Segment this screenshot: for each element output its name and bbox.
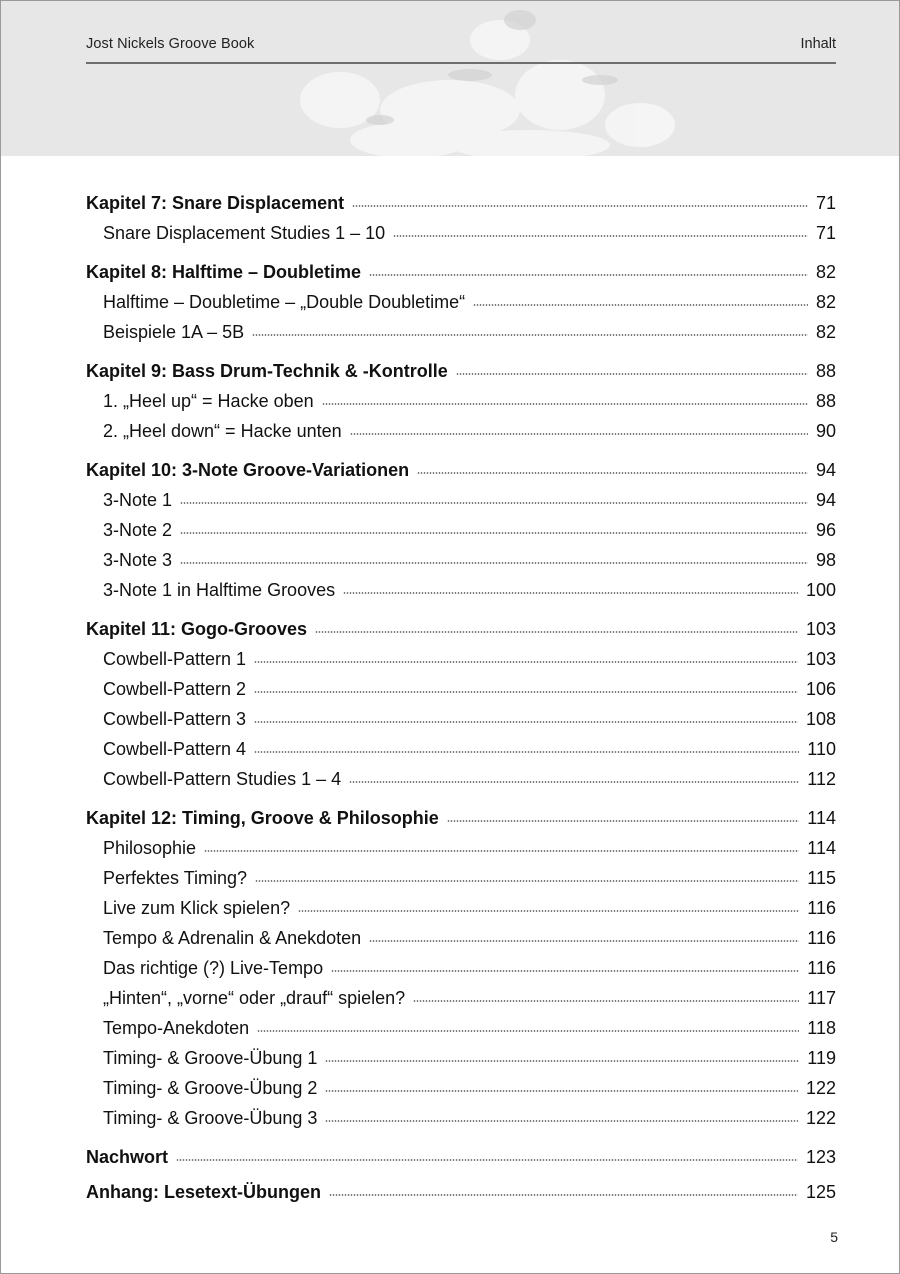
toc-chapter-entry[interactable] <box>86 188 836 218</box>
toc-entry-page: 114 <box>807 808 836 828</box>
dot-leader <box>176 1159 798 1161</box>
toc-sub-entry[interactable] <box>86 485 836 515</box>
toc-sub-entry[interactable] <box>86 1073 836 1103</box>
toc-entry-title: Kapitel 12: Timing, Groove & Philosophie <box>86 808 439 828</box>
toc-entry-page: 82 <box>815 292 836 312</box>
section-title: Inhalt <box>800 36 836 52</box>
toc-entry-title: Live zum Klick spielen? <box>103 898 291 918</box>
toc-entry-title: Perfektes Timing? <box>103 868 248 888</box>
toc-entry-page: 125 <box>805 1182 836 1202</box>
dot-leader <box>322 403 808 405</box>
toc-entry-page: 123 <box>805 1147 836 1167</box>
toc-entry-title: Beispiele 1A – 5B <box>103 322 245 342</box>
toc-entry-title: Cowbell-Pattern 3 <box>103 709 247 729</box>
toc-sub-entry[interactable] <box>86 833 836 863</box>
header-band <box>0 0 900 156</box>
dot-leader <box>257 1030 799 1032</box>
toc-sub-entry[interactable] <box>86 545 836 575</box>
page-number: 5 <box>830 1229 838 1245</box>
toc-chapter-entry[interactable] <box>86 455 836 485</box>
header-divider <box>86 62 836 64</box>
toc-entry-title: Kapitel 7: Snare Displacement <box>86 193 345 213</box>
toc-entry-title: Cowbell-Pattern 1 <box>103 649 247 669</box>
toc-entry-title: Cowbell-Pattern 2 <box>103 679 247 699</box>
toc-entry-title: Das richtige (?) Live-Tempo <box>103 958 324 978</box>
toc-entry-page: 103 <box>805 649 836 669</box>
toc-entry-title: „Hinten“, „vorne“ oder „drauf“ spielen? <box>103 988 406 1008</box>
toc-entry-title: Kapitel 10: 3-Note Groove-Variationen <box>86 460 410 480</box>
toc-entry-title: Nachwort <box>86 1147 169 1167</box>
toc-entry-page: 71 <box>815 223 836 243</box>
toc-entry-page: 108 <box>805 709 836 729</box>
toc-sub-entry[interactable] <box>86 704 836 734</box>
toc-entry-page: 116 <box>807 898 836 918</box>
toc-sub-entry[interactable] <box>86 386 836 416</box>
dot-leader <box>393 235 808 237</box>
toc-entry-page: 96 <box>815 520 836 540</box>
toc-entry-page: 122 <box>805 1108 836 1128</box>
toc-sub-entry[interactable] <box>86 953 836 983</box>
dot-leader <box>255 880 799 882</box>
toc-entry-title: Anhang: Lesetext-Übungen <box>86 1182 322 1202</box>
dot-leader <box>298 910 799 912</box>
toc-entry-title: Philosophie <box>103 838 197 858</box>
toc-sub-entry[interactable] <box>86 983 836 1013</box>
dot-leader <box>343 592 798 594</box>
dot-leader <box>413 1000 799 1002</box>
toc-sub-entry[interactable] <box>86 1103 836 1133</box>
toc-sub-entry[interactable] <box>86 1043 836 1073</box>
toc-sub-entry[interactable] <box>86 863 836 893</box>
toc-sub-entry[interactable] <box>86 644 836 674</box>
dot-leader <box>254 691 798 693</box>
dot-leader <box>369 274 808 276</box>
dot-leader <box>325 1090 798 1092</box>
dot-leader <box>252 334 808 336</box>
toc-sub-entry[interactable] <box>86 674 836 704</box>
toc-entry-page: 82 <box>815 262 836 282</box>
toc-entry-page: 88 <box>815 391 836 411</box>
book-title: Jost Nickels Groove Book <box>86 36 255 52</box>
toc-entry-page: 117 <box>807 988 836 1008</box>
toc-entry-title: 3-Note 1 in Halftime Grooves <box>103 580 336 600</box>
toc-entry-page: 110 <box>807 739 836 759</box>
toc-sub-entry[interactable] <box>86 923 836 953</box>
toc-chapter-entry[interactable] <box>86 803 836 833</box>
toc-sub-entry[interactable] <box>86 416 836 446</box>
dot-leader <box>369 940 799 942</box>
toc-entry-page: 94 <box>815 460 836 480</box>
toc-entry-page: 100 <box>805 580 836 600</box>
dot-leader <box>254 661 798 663</box>
toc-sub-entry[interactable] <box>86 287 836 317</box>
toc-entry-title: 2. „Heel down“ = Hacke unten <box>103 421 342 441</box>
toc-entry-title: 1. „Heel up“ = Hacke oben <box>103 391 314 411</box>
dot-leader <box>331 970 799 972</box>
dot-leader <box>180 502 808 504</box>
dot-leader <box>329 1194 798 1196</box>
toc-entry-page: 71 <box>815 193 836 213</box>
toc-chapter-entry[interactable] <box>86 614 836 644</box>
toc-entry-title: 3-Note 2 <box>103 520 173 540</box>
dot-leader <box>180 532 808 534</box>
toc-entry-page: 98 <box>815 550 836 570</box>
toc-sub-entry[interactable] <box>86 575 836 605</box>
dot-leader <box>325 1060 799 1062</box>
toc-entry-page: 88 <box>815 361 836 381</box>
toc-chapter-entry[interactable] <box>86 257 836 287</box>
toc-entry-page: 90 <box>815 421 836 441</box>
toc-sub-entry[interactable] <box>86 893 836 923</box>
toc-entry-title: Kapitel 8: Halftime – Doubletime <box>86 262 362 282</box>
toc-entry-title: 3-Note 1 <box>103 490 173 510</box>
toc-entry-page: 94 <box>815 490 836 510</box>
dot-leader <box>254 751 799 753</box>
dot-leader <box>456 373 808 375</box>
dot-leader <box>325 1120 798 1122</box>
toc-entry-title: Kapitel 11: Gogo-Grooves <box>86 619 308 639</box>
toc-entry-page: 82 <box>815 322 836 342</box>
toc-entry-page: 118 <box>807 1018 836 1038</box>
toc-entry-title: Timing- & Groove-Übung 2 <box>103 1078 318 1098</box>
toc-entry-page: 122 <box>805 1078 836 1098</box>
toc-entry-page: 119 <box>807 1048 836 1068</box>
toc-entry-title: Timing- & Groove-Übung 3 <box>103 1108 318 1128</box>
toc-sub-entry[interactable] <box>86 317 836 347</box>
toc-entry-page: 116 <box>807 928 836 948</box>
toc-entry-title: Cowbell-Pattern Studies 1 – 4 <box>103 769 342 789</box>
dot-leader <box>254 721 798 723</box>
toc-sub-entry[interactable] <box>86 764 836 794</box>
toc-entry-title: Timing- & Groove-Übung 1 <box>103 1048 318 1068</box>
dot-leader <box>352 205 808 207</box>
toc-sub-entry[interactable] <box>86 218 836 248</box>
dot-leader <box>350 433 808 435</box>
toc-entry-page: 112 <box>807 769 836 789</box>
dot-leader <box>204 850 799 852</box>
toc-entry-page: 116 <box>807 958 836 978</box>
dot-leader <box>417 472 808 474</box>
toc-entry-title: Tempo & Adrenalin & Anekdoten <box>103 928 362 948</box>
toc-sub-entry[interactable] <box>86 1013 836 1043</box>
toc-chapter-entry[interactable] <box>86 1177 836 1207</box>
toc-entry-title: Kapitel 9: Bass Drum-Technik & -Kontrolle <box>86 361 448 381</box>
toc-chapter-entry[interactable] <box>86 356 836 386</box>
toc-sub-entry[interactable] <box>86 515 836 545</box>
dot-leader <box>315 631 798 633</box>
toc-entry-page: 106 <box>805 679 836 699</box>
dot-leader <box>447 820 800 822</box>
toc-entry-title: Tempo-Anekdoten <box>103 1018 250 1038</box>
table-of-contents <box>86 188 836 1207</box>
toc-entry-title: 3-Note 3 <box>103 550 173 570</box>
toc-entry-title: Snare Displacement Studies 1 – 10 <box>103 223 386 243</box>
dot-leader <box>180 562 808 564</box>
toc-entry-page: 115 <box>807 868 836 888</box>
toc-entry-page: 114 <box>807 838 836 858</box>
toc-entry-title: Cowbell-Pattern 4 <box>103 739 247 759</box>
toc-chapter-entry[interactable] <box>86 1142 836 1172</box>
toc-entry-page: 103 <box>805 619 836 639</box>
dot-leader <box>349 781 799 783</box>
dot-leader <box>473 304 808 306</box>
toc-sub-entry[interactable] <box>86 734 836 764</box>
toc-entry-title: Halftime – Doubletime – „Double Doubletime“ <box>103 292 466 312</box>
drum-kit-photo-background <box>0 0 900 156</box>
